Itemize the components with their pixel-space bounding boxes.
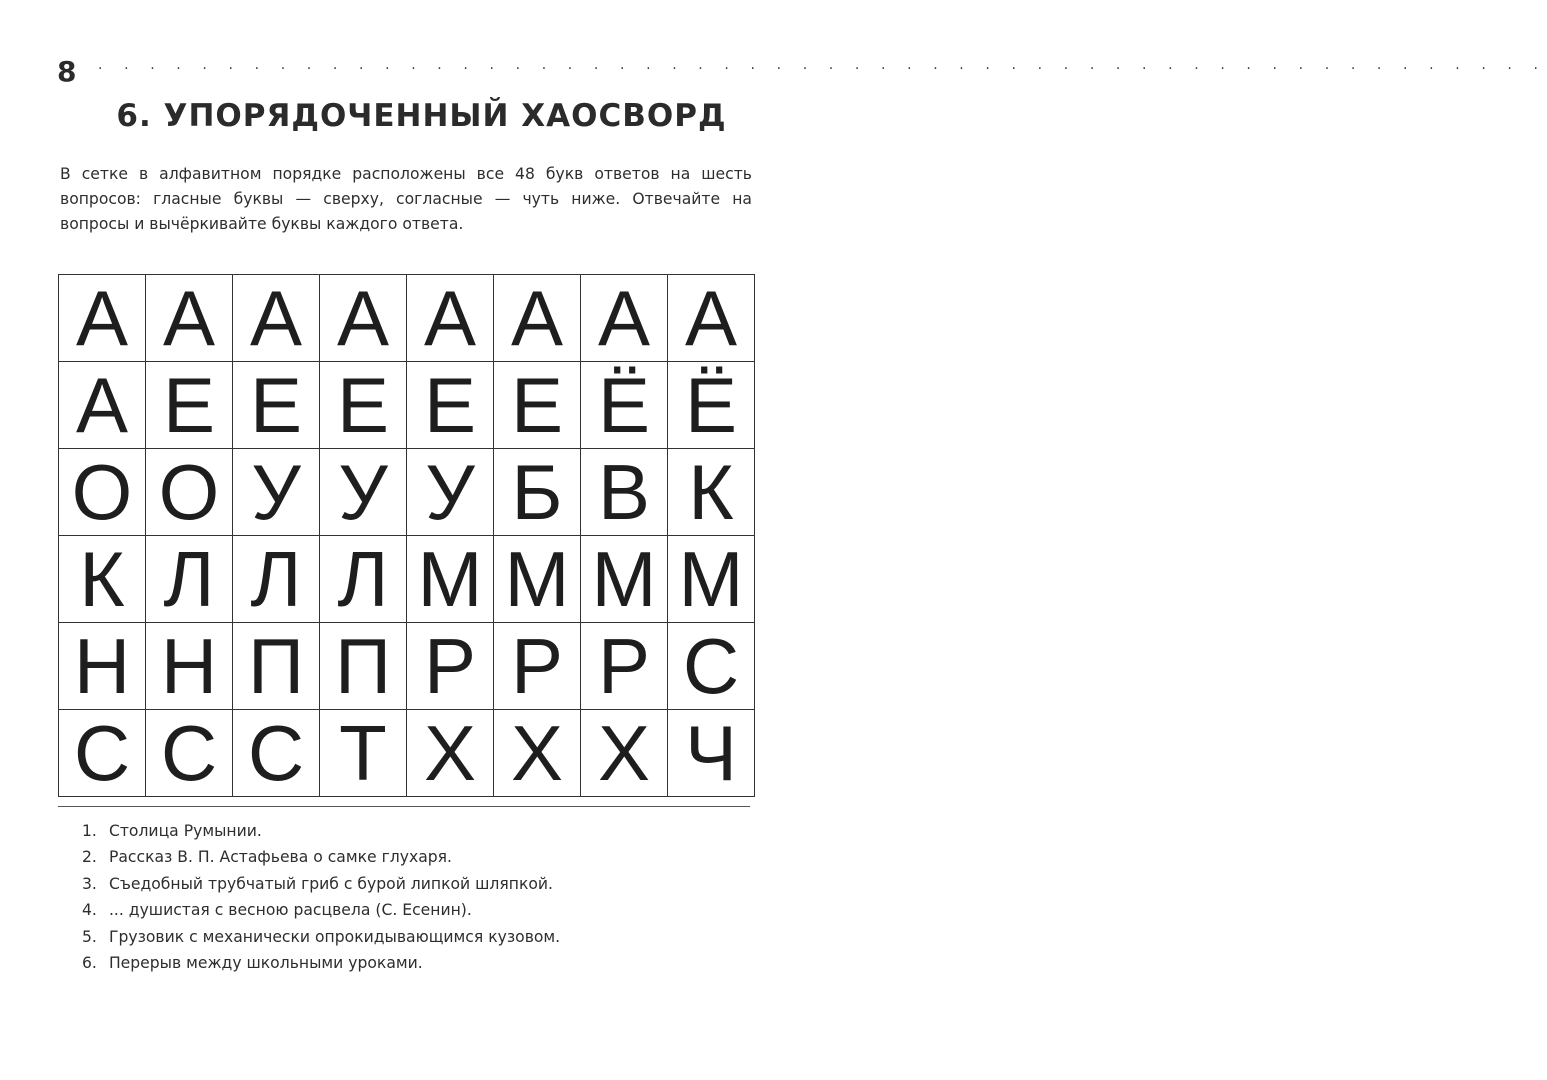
grid-cell[interactable]: Р [407,623,494,710]
grid-cell[interactable]: О [146,449,233,536]
grid-row [59,449,755,536]
grid-cell[interactable]: Р [581,623,668,710]
grid-cell[interactable]: М [407,536,494,623]
grid-cell[interactable]: А [494,275,581,362]
question-number: 4. [82,901,97,920]
grid-cell[interactable]: Е [146,362,233,449]
grid-cell[interactable]: С [233,710,320,797]
grid-row [59,275,755,362]
grid-cell[interactable]: Т [320,710,407,797]
grid-cell[interactable]: Х [494,710,581,797]
grid-cell[interactable]: Е [233,362,320,449]
grid-cell[interactable]: Н [59,623,146,710]
grid-cell[interactable]: Е [407,362,494,449]
grid-cell[interactable]: Н [146,623,233,710]
grid-cell[interactable]: Ч [668,710,755,797]
question-text: Рассказ В. П. Астафьева о самке глухаря. [104,848,453,867]
question-number: 5. [82,927,97,946]
grid-cell[interactable]: Х [581,710,668,797]
grid-cell[interactable]: К [668,449,755,536]
grid-cell[interactable]: В [581,449,668,536]
grid-row [59,710,755,797]
grid-cell[interactable]: А [59,275,146,362]
letter-grid [58,274,755,797]
grid-cell[interactable]: А [407,275,494,362]
grid-cell[interactable]: С [59,710,146,797]
grid-cell[interactable]: Л [233,536,320,623]
grid-cell[interactable]: А [581,275,668,362]
question-text: Перерыв между школьными уроками. [104,954,423,973]
header-dotted-rule: · · · · · · · · · · · · · · · · · · · · · · · · · · · · · · · · · · · · · · · · · · · · · · · · · · · · · · · · [98,61,1547,77]
question-item [82,950,560,976]
question-item [82,871,560,897]
grid-cell[interactable]: Р [494,623,581,710]
grid-cell[interactable]: У [233,449,320,536]
grid-cell[interactable]: А [146,275,233,362]
grid-cell[interactable]: А [668,275,755,362]
grid-cell[interactable]: Л [320,536,407,623]
grid-cell[interactable]: С [146,710,233,797]
question-item [82,924,560,950]
question-item [82,844,560,870]
grid-cell[interactable]: Ё [581,362,668,449]
grid-cell[interactable]: У [407,449,494,536]
puzzle-instructions: В сетке в алфавитном порядке расположены все 48 букв ответов на шесть вопросов: гласные буквы — сверху, согласные — чуть ниже. Отвечайте на вопросы и вычёркивайте буквы каждого ответа. [60,165,752,233]
grid-cell[interactable]: О [59,449,146,536]
grid-cell[interactable]: М [668,536,755,623]
question-text: Грузовик с механически опрокидывающимся кузовом. [104,927,561,946]
section-divider [58,806,750,807]
grid-cell[interactable]: А [320,275,407,362]
grid-cell[interactable]: А [59,362,146,449]
question-number: 2. [82,848,97,867]
question-item [82,818,560,844]
question-text: Столица Румынии. [104,822,262,840]
grid-cell[interactable]: П [320,623,407,710]
question-text: Съедобный трубчатый гриб с бурой липкой шляпкой. [104,874,553,893]
question-number: 3. [82,874,97,893]
question-number: 1. [82,822,97,840]
grid-cell[interactable]: Х [407,710,494,797]
page-number: 8 [57,55,77,88]
question-number: 6. [82,954,97,973]
grid-cell[interactable]: Ё [668,362,755,449]
grid-cell[interactable]: Б [494,449,581,536]
grid-cell[interactable]: Л [146,536,233,623]
grid-cell[interactable]: К [59,536,146,623]
questions-list [82,818,560,976]
grid-cell[interactable]: П [233,623,320,710]
grid-cell[interactable]: А [233,275,320,362]
question-item [82,897,560,923]
grid-cell[interactable]: М [581,536,668,623]
puzzle-title: 6. УПОРЯДОЧЕННЫЙ ХАОСВОРД [116,98,727,134]
grid-cell[interactable]: Е [494,362,581,449]
grid-cell[interactable]: С [668,623,755,710]
grid-cell[interactable]: М [494,536,581,623]
question-text: ... душистая с весною расцвела (С. Есенин). [104,901,472,920]
grid-row [59,536,755,623]
grid-row [59,362,755,449]
grid-cell[interactable]: У [320,449,407,536]
grid-row [59,623,755,710]
grid-cell[interactable]: Е [320,362,407,449]
